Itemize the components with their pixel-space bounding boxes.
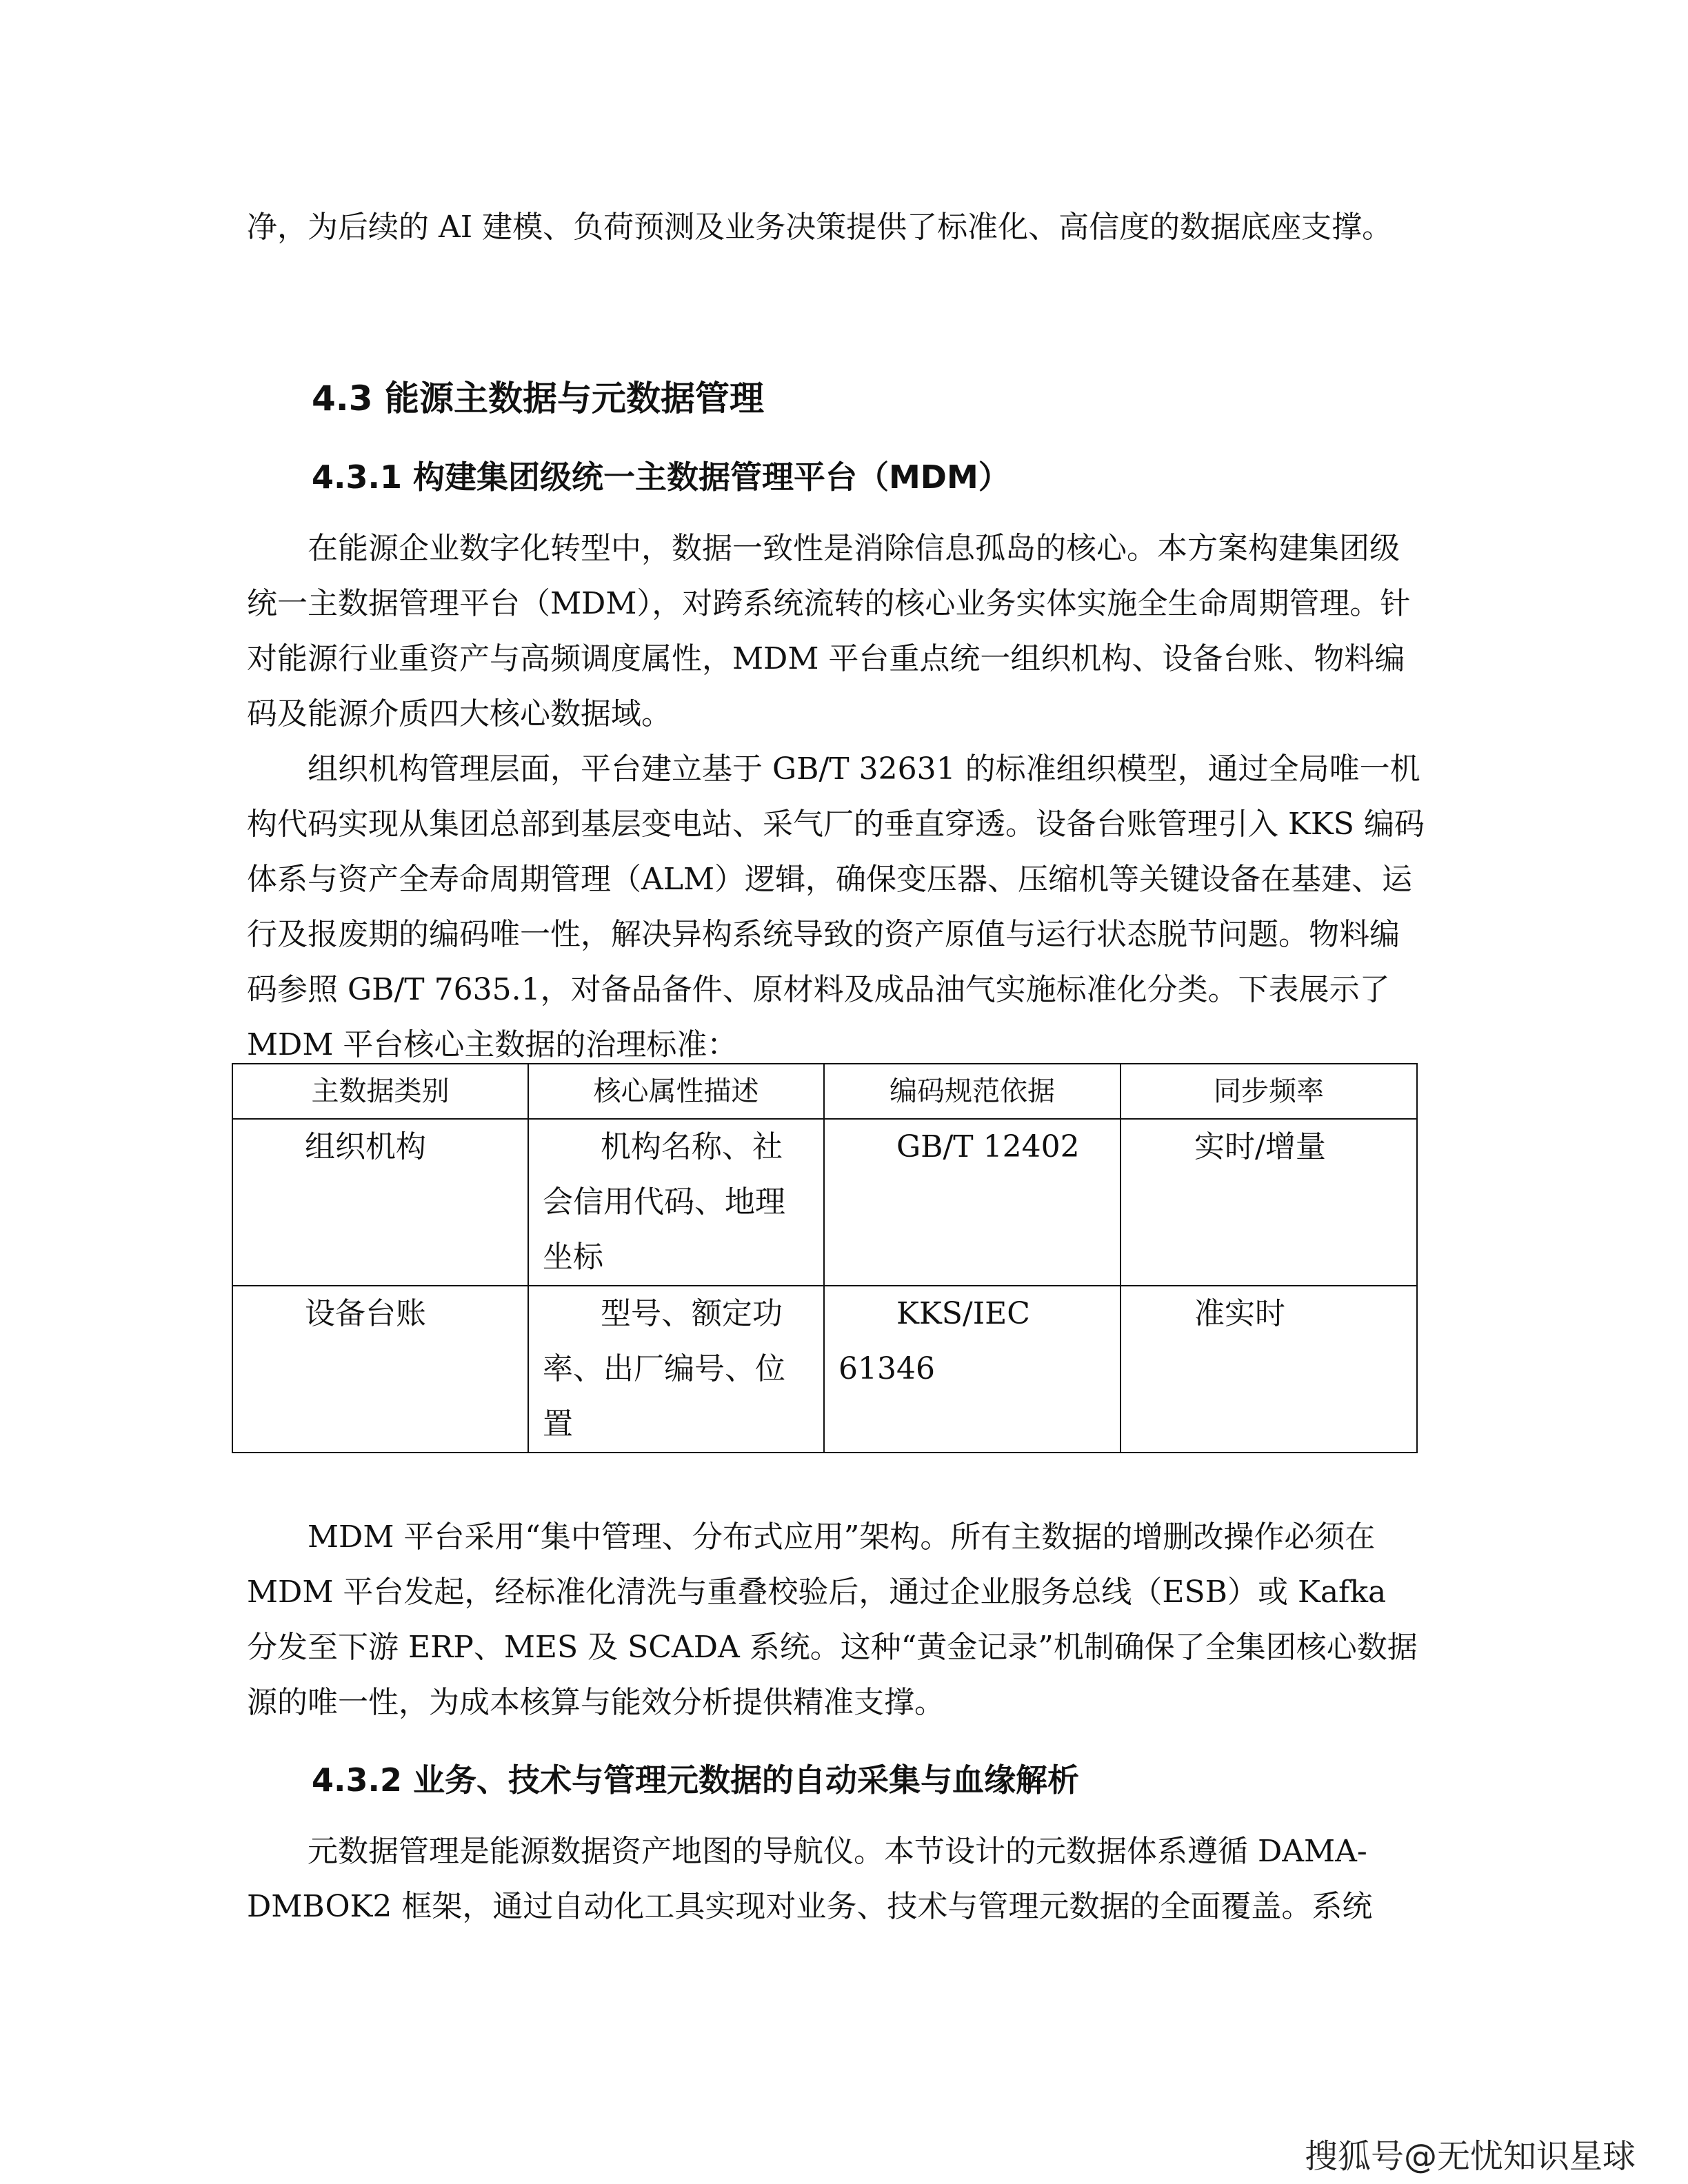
metadata-intro-paragraph: 元数据管理是能源数据资产地图的导航仪。本节设计的元数据体系遵循 DAMA-DMBOK2 框架，通过自动化工具实现对业务、技术与管理元数据的全面覆盖。系统 bbox=[247, 1834, 1373, 1924]
table-cell: 实时/增量 bbox=[1121, 1119, 1417, 1286]
section-heading: 4.3 能源主数据与元数据管理 bbox=[312, 378, 764, 418]
table-cell: 准实时 bbox=[1121, 1286, 1417, 1453]
table-cell: 组织机构 bbox=[232, 1119, 528, 1286]
master-data-governance-table bbox=[232, 1063, 1418, 1453]
mdm-intro-paragraph: 在能源企业数字化转型中，数据一致性是消除信息孤岛的核心。本方案构建集团级统一主数据管理平台（MDM），对跨系统流转的核心业务实体实施全生命周期管理。针对能源行业重资产与高频调度属性，MDM 平台重点统一组织机构、设备台账、物料编码及能源介质四大核心数据域。 bbox=[247, 531, 1411, 731]
table-header-cell: 核心属性描述 bbox=[528, 1064, 824, 1119]
mdm-detail-paragraph: 组织机构管理层面，平台建立基于 GB/T 32631 的标准组织模型，通过全局唯一机构代码实现从集团总部到基层变电站、采气厂的垂直穿透。设备台账管理引入 KKS 编码体系与资产全寿命周期管理（ALM）逻辑，确保变压器、压缩机等关键设备在基建、运行及报废期的编码唯一性，解决异构系统导致的资产原值与运行状态脱节问题。物料编码参照 GB/T 7635.1，对备品备件、原材料及成品油气实施标准化分类。下表展示了 MDM 平台核心主数据的治理标准： bbox=[247, 751, 1425, 1062]
table-cell: 机构名称、社会信用代码、地理坐标 bbox=[528, 1119, 824, 1286]
table-cell: 设备台账 bbox=[232, 1286, 528, 1453]
table-header-row bbox=[232, 1064, 1417, 1119]
table-cell: GB/T 12402 bbox=[824, 1119, 1121, 1286]
table-header-cell: 编码规范依据 bbox=[824, 1064, 1121, 1119]
subsection-heading-metadata: 4.3.2 业务、技术与管理元数据的自动采集与血缘解析 bbox=[312, 1761, 1079, 1799]
table-header-cell: 主数据类别 bbox=[232, 1064, 528, 1119]
table-row bbox=[232, 1286, 1417, 1453]
table-header-cell: 同步频率 bbox=[1121, 1064, 1417, 1119]
subsection-heading-mdm: 4.3.1 构建集团级统一主数据管理平台（MDM） bbox=[312, 458, 1010, 496]
watermark-text: 搜狐号@无忧知识星球 bbox=[1304, 2137, 1636, 2176]
table-cell: 型号、额定功率、出厂编号、位置 bbox=[528, 1286, 824, 1453]
mdm-architecture-paragraph: MDM 平台采用“集中管理、分布式应用”架构。所有主数据的增删改操作必须在 MDM 平台发起，经标准化清洗与重叠校验后，通过企业服务总线（ESB）或 Kafka 分发至下游 ERP、MES 及 SCADA 系统。这种“黄金记录”机制确保了全集团核心数据源的唯一性，为成本核算与能效分析提供精准支撑。 bbox=[247, 1519, 1418, 1720]
table-row bbox=[232, 1119, 1417, 1286]
table-cell: KKS/IEC 61346 bbox=[824, 1286, 1121, 1453]
continuation-paragraph: 净，为后续的 AI 建模、负荷预测及业务决策提供了标准化、高信度的数据底座支撑。 bbox=[247, 210, 1393, 245]
